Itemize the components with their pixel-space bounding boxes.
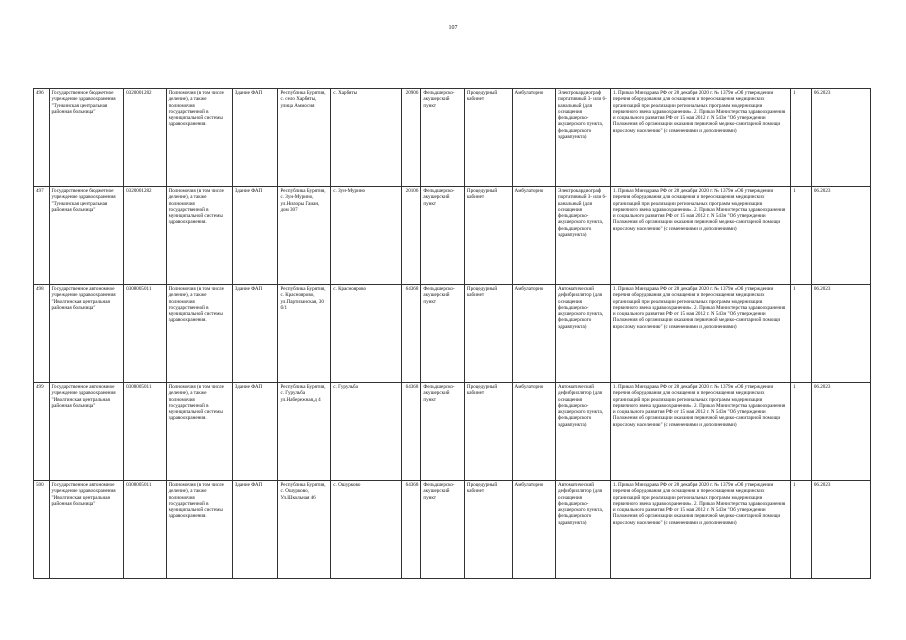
cell-address: Республика Бурятия, с. Зун-Мурино, ул.Нилоры Гаиан, дом 307: [278, 187, 331, 285]
cell-qty: 1: [791, 89, 812, 187]
cell-no: 498: [34, 285, 50, 383]
cell-date: 06.2023: [811, 187, 870, 285]
table-row: [34, 285, 871, 383]
cell-care: Амбулаторно: [512, 481, 556, 579]
cell-type: Фельдшерско-акушерский пункт: [421, 187, 465, 285]
page-number: 107: [448, 25, 458, 31]
cell-date: 06.2023: [811, 285, 870, 383]
cell-building: Здание ФАП: [232, 89, 278, 187]
table-row: [34, 187, 871, 285]
cell-settlement: с. Харбяты: [331, 89, 401, 187]
cell-room: Процедурный кабинет: [464, 383, 512, 481]
cell-settlement: с. Гурульба: [331, 383, 401, 481]
cell-organization: Государственное автономное учреждение здравоохранения "Иволгинская центральная районная больница": [49, 285, 124, 383]
cell-equipment: Автоматический дефибриллятор (для оснащения фельдшерско-акушерского пункта, фельдшерского здравпункта): [556, 285, 611, 383]
cell-type: Фельдшерско-акушерский пункт: [421, 383, 465, 481]
cell-activity: Полномочия (в том числе деление), а также полномочия государственной в муниципальной системы здравоохранения.: [166, 383, 232, 481]
cell-type: Фельдшерско-акушерский пункт: [421, 481, 465, 579]
cell-type: Фельдшерско-акушерский пункт: [421, 89, 465, 187]
cell-code: 0320001282: [124, 89, 166, 187]
cell-equipment: Электрокардиограф портативный 3- или 6-канальный (для оснащения фельдшерско-акушерского пункта, фельдшерского здравпункта): [556, 89, 611, 187]
cell-date: 06.2023: [811, 89, 870, 187]
cell-index: 64368: [401, 383, 421, 481]
cell-activity: Полномочия (в том числе деление), а также полномочия государственной в муниципальной системы здравоохранения.: [166, 481, 232, 579]
cell-basis: 1. Приказ Минздрава РФ от 28 декабря 2020 г. № 1379н «Об утверждении перечня оборудования для оснащения и переоснащения медицинских организаций при реализации региональных программ модернизации первичного звена здравоохранения». 2. Приказ Министерства здравоохранения и социального развития РФ от 15 мая 2012 г. N 543н "Об утверждении Положения об организации оказания первичной медико-санитарной помощи взрослому населению" (с изменениями и дополнениями): [610, 187, 790, 285]
cell-basis: 1. Приказ Минздрава РФ от 28 декабря 2020 г. № 1379н «Об утверждении перечня оборудования для оснащения и переоснащения медицинских организаций при реализации региональных программ модернизации первичного звена здравоохранения». 2. Приказ Министерства здравоохранения и социального развития РФ от 15 мая 2012 г. N 543н "Об утверждении Положения об организации оказания первичной медико-санитарной помощи взрослому населению" (с изменениями и дополнениями): [610, 285, 790, 383]
cell-activity: Полномочия (в том числе деление), а также полномочия государственной в муниципальной системы здравоохранения.: [166, 187, 232, 285]
cell-settlement: с. Ошурково: [331, 481, 401, 579]
cell-organization: Государственное бюджетное учреждение здравоохранения "Тункинская центральная районная больница": [49, 187, 124, 285]
cell-no: 500: [34, 481, 50, 579]
cell-equipment: Автоматический дефибриллятор (для оснащения фельдшерско-акушерского пункта, фельдшерского здравпункта): [556, 383, 611, 481]
cell-index: 64368: [401, 481, 421, 579]
cell-basis: 1. Приказ Минздрава РФ от 28 декабря 2020 г. № 1379н «Об утверждении перечня оборудования для оснащения и переоснащения медицинских организаций при реализации региональных программ модернизации первичного звена здравоохранения». 2. Приказ Министерства здравоохранения и социального развития РФ от 15 мая 2012 г. N 543н "Об утверждении Положения об организации оказания первичной медико-санитарной помощи взрослому населению" (с изменениями и дополнениями): [610, 383, 790, 481]
cell-index: 64368: [401, 285, 421, 383]
cell-care: Амбулаторно: [512, 89, 556, 187]
cell-building: Здание ФАП: [232, 285, 278, 383]
cell-address: Республика Бурятия, с. Гурульба ул.Набережная,д 4: [278, 383, 331, 481]
cell-no: 499: [34, 383, 50, 481]
cell-code: 0320001282: [124, 187, 166, 285]
cell-organization: Государственное автономное учреждение здравоохранения "Иволгинская центральная районная больница": [49, 383, 124, 481]
cell-equipment: Автоматический дефибриллятор (для оснащения фельдшерско-акушерского пункта, фельдшерского здравпункта): [556, 481, 611, 579]
cell-organization: Государственное автономное учреждение здравоохранения "Иволгинская центральная районная больница": [49, 481, 124, 579]
cell-activity: Полномочия (в том числе деление), а также полномочия государственной в муниципальной системы здравоохранения.: [166, 89, 232, 187]
cell-room: Процедурный кабинет: [464, 481, 512, 579]
cell-date: 06.2023: [811, 383, 870, 481]
cell-activity: Полномочия (в том числе деление), а также полномочия государственной в муниципальной системы здравоохранения.: [166, 285, 232, 383]
cell-qty: 1: [791, 187, 812, 285]
cell-qty: 1: [791, 383, 812, 481]
cell-settlement: с. Красноярово: [331, 285, 401, 383]
table-row: [34, 383, 871, 481]
cell-care: Амбулаторно: [512, 285, 556, 383]
cell-room: Процедурный кабинет: [464, 89, 512, 187]
cell-qty: 1: [791, 481, 812, 579]
cell-basis: 1. Приказ Минздрава РФ от 28 декабря 2020 г. № 1379н «Об утверждении перечня оборудования для оснащения и переоснащения медицинских организаций при реализации региональных программ модернизации первичного звена здравоохранения». 2. Приказ Министерства здравоохранения и социального развития РФ от 15 мая 2012 г. N 543н "Об утверждении Положения об организации оказания первичной медико-санитарной помощи взрослому населению" (с изменениями и дополнениями): [610, 481, 790, 579]
table-row: [34, 481, 871, 579]
cell-building: Здание ФАП: [232, 187, 278, 285]
cell-index: 20906: [401, 89, 421, 187]
cell-no: 496: [34, 89, 50, 187]
cell-index: 20106: [401, 187, 421, 285]
cell-building: Здание ФАП: [232, 481, 278, 579]
cell-basis: 1. Приказ Минздрава РФ от 28 декабря 2020 г. № 1379н «Об утверждении перечня оборудования для оснащения и переоснащения медицинских организаций при реализации региональных программ модернизации первичного звена здравоохранения». 2. Приказ Министерства здравоохранения и социального развития РФ от 15 мая 2012 г. N 543н "Об утверждении Положения об организации оказания первичной медико-санитарной помощи взрослому населению" (с изменениями и дополнениями): [610, 89, 790, 187]
cell-building: Здание ФАП: [232, 383, 278, 481]
cell-code: 0308005011: [124, 383, 166, 481]
cell-care: Амбулаторно: [512, 383, 556, 481]
cell-address: Республика Бурятия, с. Красноярово, ул.Партизанская, 30 б/1: [278, 285, 331, 383]
cell-type: Фельдшерско-акушерский пункт: [421, 285, 465, 383]
cell-qty: 1: [791, 285, 812, 383]
cell-organization: Государственное бюджетное учреждение здравоохранения "Тункинская центральная районная больница": [49, 89, 124, 187]
cell-equipment: Электрокардиограф портативный 3- или 6-канальный (для оснащения фельдшерско-акушерского пункта, фельдшерского здравпункта): [556, 187, 611, 285]
cell-settlement: с. Зун-Мурино: [331, 187, 401, 285]
cell-address: Республика Бурятия, с. село Харбяты, улица Аммосия: [278, 89, 331, 187]
cell-no: 497: [34, 187, 50, 285]
cell-code: 0308005011: [124, 285, 166, 383]
table-row: [34, 89, 871, 187]
cell-care: Амбулаторно: [512, 187, 556, 285]
equipment-table: [33, 88, 871, 579]
cell-address: Республика Бурятия, с. Ошурково, Ул.Школьная 46: [278, 481, 331, 579]
cell-room: Процедурный кабинет: [464, 187, 512, 285]
cell-date: 06.2023: [811, 481, 870, 579]
cell-room: Процедурный кабинет: [464, 285, 512, 383]
cell-code: 0308005011: [124, 481, 166, 579]
